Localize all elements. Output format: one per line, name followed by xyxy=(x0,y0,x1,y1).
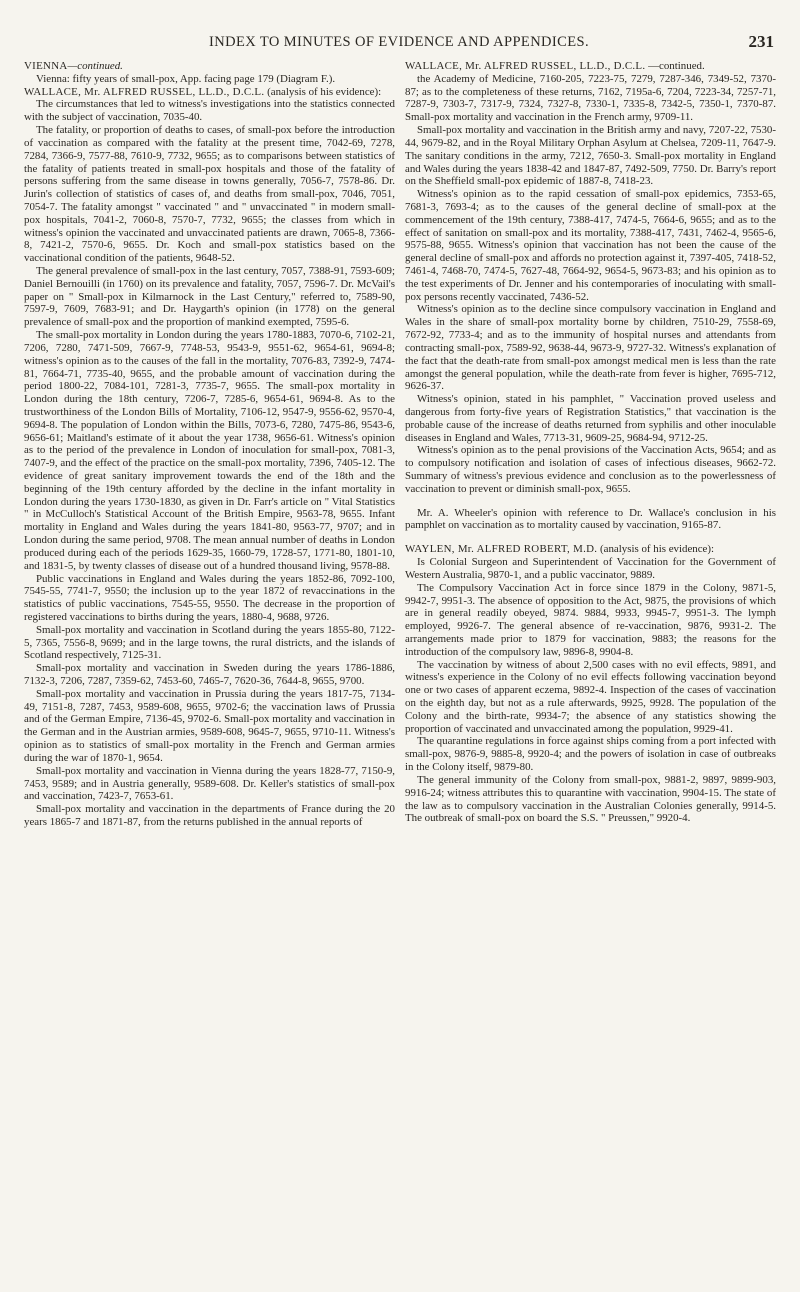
entry-text: The circumstances that led to witness's investigations into the statistics connected with the subject of vaccination, 7035-40. xyxy=(24,98,395,124)
entry-text: Small-pox mortality and vaccination in the British army and navy, 7207-22, 7530-44, 9679-82, and in the Royal Military Orphan Asylum at Chelsea, 7209-11, 7647-9. The sanitary conditions in the army, 7212, 7650-3. Small-pox mortality in England and Wales during the years 1838-42 and 1847-87, 7492-509, 7750. Dr. Barry's report on the Sheffield small-pox epidemic of 1887-8, 7418-23. xyxy=(405,124,776,188)
entry-text: Small-pox mortality and vaccination in Vienna during the years 1828-77, 7150-9, 7453, 9589; and in Austria generally, 9589-608. Dr. Keller's statistics of small-pox and vaccination, 7423-7, 7653-61. xyxy=(24,764,395,803)
index-paragraph xyxy=(24,329,395,572)
index-paragraph xyxy=(405,774,776,825)
entry-text: The quarantine regulations in force against ships coming from a port infected with small-pox, 9876-9, 9885-8, 9920-4; and the powers of isolation in case of outbreaks in the Colony itself, 9879-80. xyxy=(405,735,776,774)
running-head-title: INDEX TO MINUTES OF EVIDENCE AND APPENDICES. xyxy=(209,34,589,50)
entry-text: The small-pox mortality in London during the years 1780-1883, 7070-6, 7102-21, 7206, 7280, 7471-509, 7667-9, 7748-53, 9543-9, 9551-62, 9654-61, 9694-8; witness's opinion as to the causes of the fall in the mortality, 7076-83, 7392-9, 7474-81, 7664-71, 7735-40, 9655, and the probable amount of vaccination during the period 1800-22, 7084-101, 7281-3, 7735-7, 9655. The small-pox mortality in London during the 18th century, 7206-7, 7285-6, 9654-61, 9694-8. As to the trustworthiness of the London Bills of Mortality, 7106-12, 9547-9, 9556-62, 9570-4, 9694-8. The population of London within the Bills, 7073-6, 7280, 7475-86, 9543-6, 9656-61; Maitland's estimate of it about the year 1738, 9656-61. Witness's opinion as to the period of the prevalence in London of inoculation for small-pox, 7081-3, 7407-9, and the effect of the practice on the small-pox mortality, 7396, 7405-12. The evidence of great sanitary improvement towards the end of the 18th and the beginning of the 19th century afforded by the decline in the infant mortality in London during the years 1730-1830, as given in Dr. Farr's article on " Vital Statistics " in McCulloch's Statistical Account of the British Empire, 9563-78, 9655. Infant mortality in England and Wales during the years 1841-80, 9563-77, 9707; and in London during the same period, 9708. The mean annual number of deaths in London produced during each of the periods 1629-35, 1660-79, 1728-57, 1771-80, 1801-10, and 1831-5, by twenty classes of disease out of a hundred thousand living, 9578-88. xyxy=(24,329,395,572)
entry-text: (analysis of his evidence): xyxy=(267,85,382,98)
entry-text: The general prevalence of small-pox in the last century, 7057, 7388-91, 7593-609; Daniel Bernouilli (in 1760) on its prevalence and fatality, 7057, 7596-7. Dr. McVail's paper on " Small-pox in Kilmarnock in the Last Century," referred to, 7589-90, 7597-9, 7609, 7683-91; and Dr. Haygarth's opinion (in 1778) on the general prevalence of small-pox and the proportion of mankind exempted, 7595-6. xyxy=(24,265,395,329)
entry-text: Small-pox mortality and vaccination in Sweden during the years 1786-1886, 7132-3, 7206, 7287, 7359-62, 7453-60, 7465-7, 7620-36, 7644-8, 9655, 9700. xyxy=(24,662,395,687)
entry-text: The vaccination by witness of about 2,500 cases with no evil effects, 9891, and witness's experience in the Colony of no evil effects following vaccination beyond one or two cases of apparent eczema, 9892-4. Inspection of the cases of vaccination on the eighth day, but not as a rule afterwards, 9925, 9928. The population of the Colony and the birth-rate, 9934-7; the absence of any statistics showing the proportion of vaccinated and unvaccinated among the population, 9929-41. xyxy=(405,658,776,735)
index-paragraph xyxy=(405,188,776,303)
index-entry-heading xyxy=(24,60,395,73)
entry-text: The general immunity of the Colony from small-pox, 9881-2, 9897, 9899-903, 9916-24; witness attributes this to quarantine with vaccination, 9904-15. The state of the law as to compulsory vaccination in the Australian Colonies generally, 9914-5. The outbreak of small-pox on board the S.S. " Preussen," 9920-4. xyxy=(405,773,776,825)
entry-name: VIENNA xyxy=(24,60,68,72)
entry-text: Witness's opinion as to the decline since compulsory vaccination in England and Wales in the share of small-pox mortality borne by children, 7510-29, 7558-69, 7672-92, 7733-4; and as to the immunity of hospital nurses and attendants from contracting small-pox, 7589-92, 9638-44, 9673-9, 9727-32. Witness's explanation of the fact that the death-rate from small-pox amongst medical men is less than the rate amongst the general population, while the death-rate from fever is higher, 7695-712, 9626-37. xyxy=(405,303,776,393)
index-paragraph xyxy=(24,573,395,624)
index-paragraph xyxy=(405,659,776,736)
entry-text: Vienna: fifty years of small-pox, App. facing page 179 (Diagram F.). xyxy=(36,72,336,85)
running-head xyxy=(24,34,774,54)
entry-text: Small-pox mortality and vaccination in Scotland during the years 1855-80, 7122-5, 7365, 7556-8, 9699; and in the large towns, the rural districts, and the islands of Scotland respectively, 7125-31. xyxy=(24,623,395,662)
index-entry-heading xyxy=(405,60,776,73)
entry-text: Public vaccinations in England and Wales during the years 1852-86, 7092-100, 7545-55, 7741-7, 9550; the inclusion up to the year 1872 of revaccinations in the statistics of public vaccinations, 7545-55, 9550. The decrease in the proportion of registered vaccinations to births during the years, 1880-4, 9688, 9726. xyxy=(24,572,395,623)
entry-text: Mr. A. Wheeler's opinion with reference to Dr. Wallace's conclusion in his pamphlet on vaccination as to mortality caused by vaccination, 9165-87. xyxy=(405,506,776,532)
index-paragraph xyxy=(24,765,395,803)
index-paragraph xyxy=(405,444,776,495)
entry-text: Small-pox mortality and vaccination in Prussia during the years 1817-75, 7134-49, 7151-8, 7287, 7453, 9589-608, 9655, 9702-6; the vaccination laws of Prussia and of the German Empire, 7136-45, 9702-6. Small-pox mortality and vaccination in the German and in the Austrian armies, 9589-608, 9645-7, 9655, 9710-11. Witness's opinion as to statistics of small-pox mortality in the French and German armies during the war of 1870-1, 9654. xyxy=(24,687,395,764)
entry-spacer xyxy=(405,532,776,543)
entry-text: The fatality, or proportion of deaths to cases, of small-pox before the introduction of vaccination as compared with the fatality at the present time, 7042-69, 7278, 7284, 7366-9, 7577-88, 7610-9, 7732, 9655; as to comparisons between statistics of the fatality of patients treated in small-pox hospitals and those of the fatality of persons suffering from the same disease in towns generally, 7056-7, 7578-86. Dr. Jurin's collection of statistics of cases of, and deaths from small-pox, 7046, 7051, 7054-7. The fatality amongst " vaccinated " and " unvaccinated " in modern small-pox hospitals, 7041-2, 7060-8, 7570-7, 7732, 9655; the classes from which in witness's opinion the vaccinated and unvaccinated patients are drawn, 7065-8, 7366-8, 7421-2, 7570-6, 9655. Dr. Koch and small-pox statistics based on the vaccinational condition of the patients, 9648-52. xyxy=(24,124,395,265)
index-paragraph xyxy=(405,73,776,124)
index-entry-heading xyxy=(24,86,395,99)
entry-name: WALLACE, Mr. ALFRED RUSSEL, LL.D., D.C.L. xyxy=(405,60,646,72)
page-number: 231 xyxy=(748,32,774,51)
index-paragraph xyxy=(24,688,395,765)
index-paragraph xyxy=(405,556,776,582)
entry-text: Small-pox mortality and vaccination in the departments of France during the 20 years 1865-7 and 1871-87, from the returns published in the annual reports of xyxy=(24,803,395,828)
entry-text: the Academy of Medicine, 7160-205, 7223-75, 7279, 7287-346, 7349-52, 7370-87; as to the completeness of these returns, 7162, 7195a-6, 7204, 7223-34, 7257-71, 7287-9, 7303-7, 7317-9, 7324, 7327-8, 7330-1, 7335-8, 7342-5, 7350-1, 7370-87. Small-pox mortality and vaccination in the French army, 9709-11. xyxy=(405,72,776,124)
index-paragraph xyxy=(405,507,776,533)
index-paragraph xyxy=(405,303,776,393)
index-paragraph xyxy=(405,735,776,773)
entry-name: WALLACE, Mr. ALFRED RUSSEL, LL.D., D.C.L. xyxy=(24,85,265,98)
index-paragraph xyxy=(405,124,776,188)
entry-continued: —continued. xyxy=(67,60,123,72)
index-paragraph xyxy=(24,98,395,124)
entry-name: WAYLEN, Mr. ALFRED ROBERT, M.D. xyxy=(405,543,598,556)
entry-spacer xyxy=(405,496,776,507)
entry-text: Witness's opinion as to the penal provisions of the Vaccination Acts, 9654; and as to compulsory notification and isolation of cases of infectious diseases, 9662-72. Summary of witness's previous evidence and conclusion as to the powerlessness of vaccination to prevent or diminish small-pox, 9655. xyxy=(405,444,776,495)
entry-text: Witness's opinion, stated in his pamphlet, " Vaccination proved useless and dangerous from forty-five years of Registration Statistics," that vaccination is the probable cause of the increase of deaths returned from syphilis and other inoculable diseases in England and Wales, 7713-31, 9609-25, 9684-94, 9712-25. xyxy=(405,393,776,444)
right-column xyxy=(405,60,776,1282)
left-column xyxy=(24,60,395,1282)
entry-text: Is Colonial Surgeon and Superintendent of Vaccination for the Government of Western Australia, 9870-1, and a public vaccinator, 9889. xyxy=(405,556,776,581)
index-entry-heading xyxy=(405,543,776,556)
entry-text: The Compulsory Vaccination Act in force since 1879 in the Colony, 9871-5, 9942-7, 9951-3. The absence of opposition to the Act, 9875, the provisions of which are in general readily obeyed, 9874. 9884, 9933, 9945-7, 9951-3. The lymph employed, 9926-7. The general absence of re-vaccination, 9876, 9931-2. The arrangements made prior to 1879 for vaccination, 9883; the reasons for the introduction of the compulsory law, 9896-8, 9904-8. xyxy=(405,581,776,658)
entry-text: Witness's opinion as to the rapid cessation of small-pox epidemics, 7353-65, 7681-3, 7693-4; as to the causes of the general decline of small-pox at the commencement of the 19th century, 7388-417, 7474-5, 7664-6, 9655; and as to the effect of sanitation on small-pox and its mortality, 7388-417, 7431, 7462-4, 9565-6, 9575-88, 9655. Witness's opinion that vaccination has not been the cause of the general decline of small-pox and affords no protection against it, 7397-405, 7418-52, 7461-4, 7468-70, 7474-5, 7627-48, 7664-92, 9654-5, 9673-83; and his opinion as to the test experiments of Dr. Jenner and his contemporaries of inoculating with small-pox persons recently vaccinated, 7436-52. xyxy=(405,188,776,303)
entry-text: (analysis of his evidence): xyxy=(600,543,715,556)
index-paragraph xyxy=(405,582,776,659)
index-paragraph xyxy=(24,124,395,265)
index-paragraph xyxy=(24,662,395,688)
index-paragraph xyxy=(24,73,395,86)
index-paragraph xyxy=(24,624,395,662)
entry-text: —continued. xyxy=(648,60,705,72)
index-paragraph xyxy=(24,265,395,329)
index-paragraph xyxy=(24,803,395,829)
index-paragraph xyxy=(405,393,776,444)
